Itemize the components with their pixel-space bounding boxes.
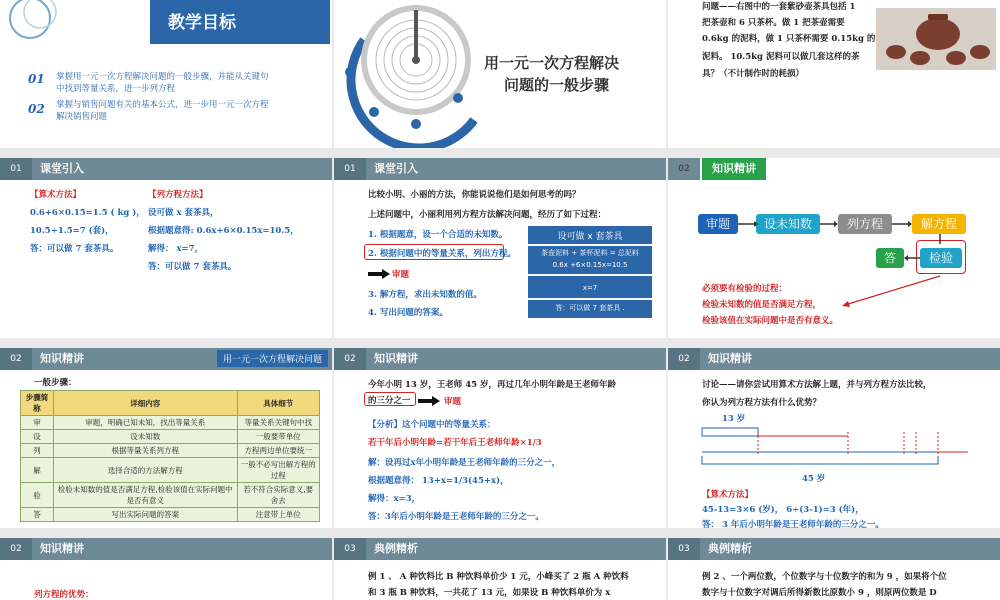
section-title: 知识精讲 [40,542,84,555]
table-cell: 检验未知数的值是否满足方程,检验该值在实际问题中是否有意义 [53,483,237,508]
solution-panel [528,226,652,318]
table-cell: 答 [21,508,54,522]
section-title: 知识精讲 [40,352,84,365]
discussion-line-2: 你认为列方程方法有什么优势？ [702,398,822,408]
flow-step-set-unknown: 设未知数 [756,214,820,234]
panel-divider [528,244,652,246]
review-tag: 审题 [444,397,462,407]
slide-2-title-line2: 问题的一般步骤 [504,76,610,94]
example-1-line-1: 例 1 、 A 种饮料比 B 种饮料单价少 1 元，小峰买了 2 瓶 A 种饮料 [368,572,629,582]
slide-3[interactable] [668,0,1000,148]
slide-12[interactable] [668,538,1000,600]
arithmetic-step-1: 0.6+6×0.15=1.5 ( kg )， [30,208,145,218]
table-header: 详细内容 [53,391,237,416]
example-2-line-2: 数字与十位数字对调后所得新数比原数小 9 ，则原两位数是 D [702,588,937,598]
question-text: 比较小明、小丽的方法，你能说说他们是如何思考的吗？ [368,190,581,200]
step-1: 1. 根据题意，设一个合适的未知数。 [368,230,508,240]
table-cell: 验 [21,483,54,508]
section-number: 03 [668,538,700,560]
slide-header [0,538,332,560]
arithmetic-answer: 答： 3 年后小明年龄是王老师年龄的三分之一。 [702,520,884,528]
flow-step-write-equation: 列方程 [838,214,892,234]
slide-8[interactable] [334,348,666,528]
slide-9[interactable] [668,348,1000,528]
problem-line-2: 把茶壶和 6 只茶杯。做 1 把茶壶需要 [702,18,845,28]
table-cell: 审 [21,416,54,430]
slide-header [334,538,666,560]
section-title: 典例精析 [374,542,418,555]
arithmetic-step-2: 10.5÷1.5=7 (套)， [30,226,114,236]
advantages-heading: 列方程的优势： [34,590,94,600]
slide-6[interactable] [668,158,1000,338]
problem-line-1: 问题——右图中的一套紫砂壶茶具包括 1 [702,2,856,12]
circle-decoration-icon [0,0,60,50]
example-2-line-1: 例 2 、一个两位数，个位数字与十位数字的和为 9 ，如果将个位 [702,572,947,582]
example-1-line-2: 和 3 瓶 B 种饮料，一共花了 13 元，如果设 B 种饮料单价为 x [368,588,611,598]
section-number: 01 [0,158,32,180]
solution-step-1: 解：设再过x年小明年龄是王老师年龄的三分之一， [368,458,561,468]
goal-1-text: 掌握用一元一次方程解决问题的一般步骤，并能从关键句 [56,72,269,82]
flow-step-answer: 答 [876,248,904,268]
age-label-45: 45 岁 [802,474,826,484]
table-row [21,444,320,458]
question-line-2: 的三分之一 [368,396,411,406]
slide-header [668,158,1000,180]
topic-tag: 用一元一次方程解决问题 [217,350,328,367]
step-2: 2. 根据问题中的等量关系，列出方程。 [368,249,516,259]
analysis-heading: 【分析】这个问题中的等量关系： [368,420,496,430]
goal-1-text-line2: 中找到等量关系，进一步列方程 [56,84,176,94]
table-row [21,416,320,430]
problem-line-5: 具？（不计制作时的耗损） [702,69,805,79]
equation-step-2: 根据题意得: 0.6x+6×0.15x=10.5， [148,226,299,236]
slide-header [334,158,666,180]
problem-line-4: 泥料。 10.5kg 泥料可以做几套这样的茶 [702,52,860,62]
check-note-1: 必须要有检验的过程： [702,284,788,294]
slide-11[interactable] [334,538,666,600]
equation-heading: 【列方程方法】 [148,190,208,200]
solution-step-2: 根据题意得： 13+x=1/3(45+x)， [368,476,509,486]
table-cell: 一般要带单位 [237,430,320,444]
slide-title: 教学目标 [168,13,236,33]
target-dial-icon [334,0,494,148]
table-cell: 审题，明确已知未知，找出等量关系 [53,416,237,430]
slide-1[interactable] [0,0,332,148]
goal-2-text-line2: 解决销售问题 [56,112,108,122]
section-title: 典例精析 [708,542,752,555]
solution-row-3: 0.6x +6×0.15x=10.5 [552,261,628,269]
step-3: 3. 解方程，求出未知数的值。 [368,290,482,300]
section-number: 02 [668,158,700,180]
question-line-1: 今年小明 13 岁，王老师 45 岁，再过几年小明年龄是王老师年龄 [368,380,616,390]
flow-step-review: 审题 [698,214,738,234]
discussion-line-1: 讨论——请你尝试用算术方法解上题，并与列方程方法比较， [702,380,932,390]
equal-relation: 若干年后小明年龄=若干年后王老师年龄×1/3 [368,438,542,448]
section-number: 03 [334,538,366,560]
arithmetic-step: 45-13=3×6 (岁)， 6÷(3-1)=3 (年)， [702,505,864,515]
goal-1-number: 01 [28,72,45,86]
age-label-13: 13 岁 [722,414,746,424]
table-row [21,430,320,444]
arithmetic-heading: 【算术方法】 [702,490,754,500]
equation-step-3: 解得： x=7， [148,244,204,254]
slide-header [668,538,1000,560]
arrow-right-icon [418,396,440,406]
solution-row-1: 设可做 x 套茶具 [557,232,623,242]
step-4: 4. 写出问题的答案。 [368,308,448,318]
table-cell: 注意带上单位 [237,508,320,522]
process-intro: 上述问题中，小丽利用列方程方法解决问题，经历了如下过程： [368,210,607,220]
steps-heading: 一般步骤： [34,378,77,388]
slide-2-title-line1: 用一元一次方程解决 [484,54,620,72]
section-number: 01 [334,158,366,180]
table-cell: 选择合适的方法解方程 [53,458,237,483]
table-cell: 解 [21,458,54,483]
slide-5[interactable] [334,158,666,338]
goal-2-text: 掌握与销售问题有关的基本公式，进一步用一元一次方程 [56,100,269,110]
goal-2-number: 02 [28,102,45,116]
table-row [21,508,320,522]
check-note-2: 检验未知数的值是否满足方程， [702,300,822,310]
solution-row-4: x=7 [582,284,598,292]
table-cell: 列 [21,444,54,458]
table-cell: 一般不必写出解方程的过程 [237,458,320,483]
table-row [21,458,320,483]
equation-step-1: 设可做 x 套茶具， [148,208,219,218]
section-title: 课堂引入 [374,162,418,175]
slide-header [334,348,666,370]
check-note-3: 检验该值在实际问题中是否有意义。 [702,316,839,326]
panel-divider [528,274,652,276]
solution-row-5: 答：可以做 7 套茶具 . [555,304,625,312]
slide-header [0,158,332,180]
table-cell: 设未知数 [53,430,237,444]
steps-table [20,390,320,522]
table-cell: 方程两边单位要统一 [237,444,320,458]
table-header: 具体细节 [237,391,320,416]
slide-2[interactable] [334,0,666,148]
section-title: 课堂引入 [40,162,84,175]
section-number: 02 [0,348,32,370]
equation-answer: 答：可以做 7 套茶具。 [148,262,237,272]
slide-4[interactable] [0,158,332,338]
table-row [21,483,320,508]
table-cell: 根据等量关系列方程 [53,444,237,458]
panel-divider [528,298,652,300]
table-cell: 等量关系关键句中找 [237,416,320,430]
table-header: 步骤简称 [21,391,54,416]
slide-title-banner [150,0,330,44]
line-segment-diagram [668,422,1000,482]
step-2-tag: 审题 [392,270,410,280]
solution-answer: 答：3年后小明年龄是王老师年龄的三分之一。 [368,512,544,522]
arithmetic-answer: 答：可以做 7 套茶具。 [30,244,119,254]
section-number: 02 [334,348,366,370]
section-number: 02 [668,348,700,370]
flow-step-solve: 解方程 [912,214,966,234]
table-cell: 设 [21,430,54,444]
solution-step-3: 解得：x=3， [368,494,421,504]
slide-header [668,348,1000,370]
arrow-right-icon [368,269,390,279]
solution-row-2: 茶壶泥料 + 茶杯泥料 = 总泥料 [541,249,639,257]
problem-line-3: 0.6kg 的泥料，做 1 只茶杯需要 0.15kg 的 [702,34,876,44]
section-number: 02 [0,538,32,560]
arithmetic-heading: 【算术方法】 [30,190,82,200]
table-cell: 若不符合实际意义,要舍去 [237,483,320,508]
slide-10[interactable] [0,538,332,600]
section-title: 知识精讲 [374,352,418,365]
teapot-set-image [876,8,996,70]
section-title: 知识精讲 [708,352,752,365]
table-cell: 写出实际问题的答案 [53,508,237,522]
section-title: 知识精讲 [702,158,766,180]
flow-step-check: 检验 [920,248,962,268]
